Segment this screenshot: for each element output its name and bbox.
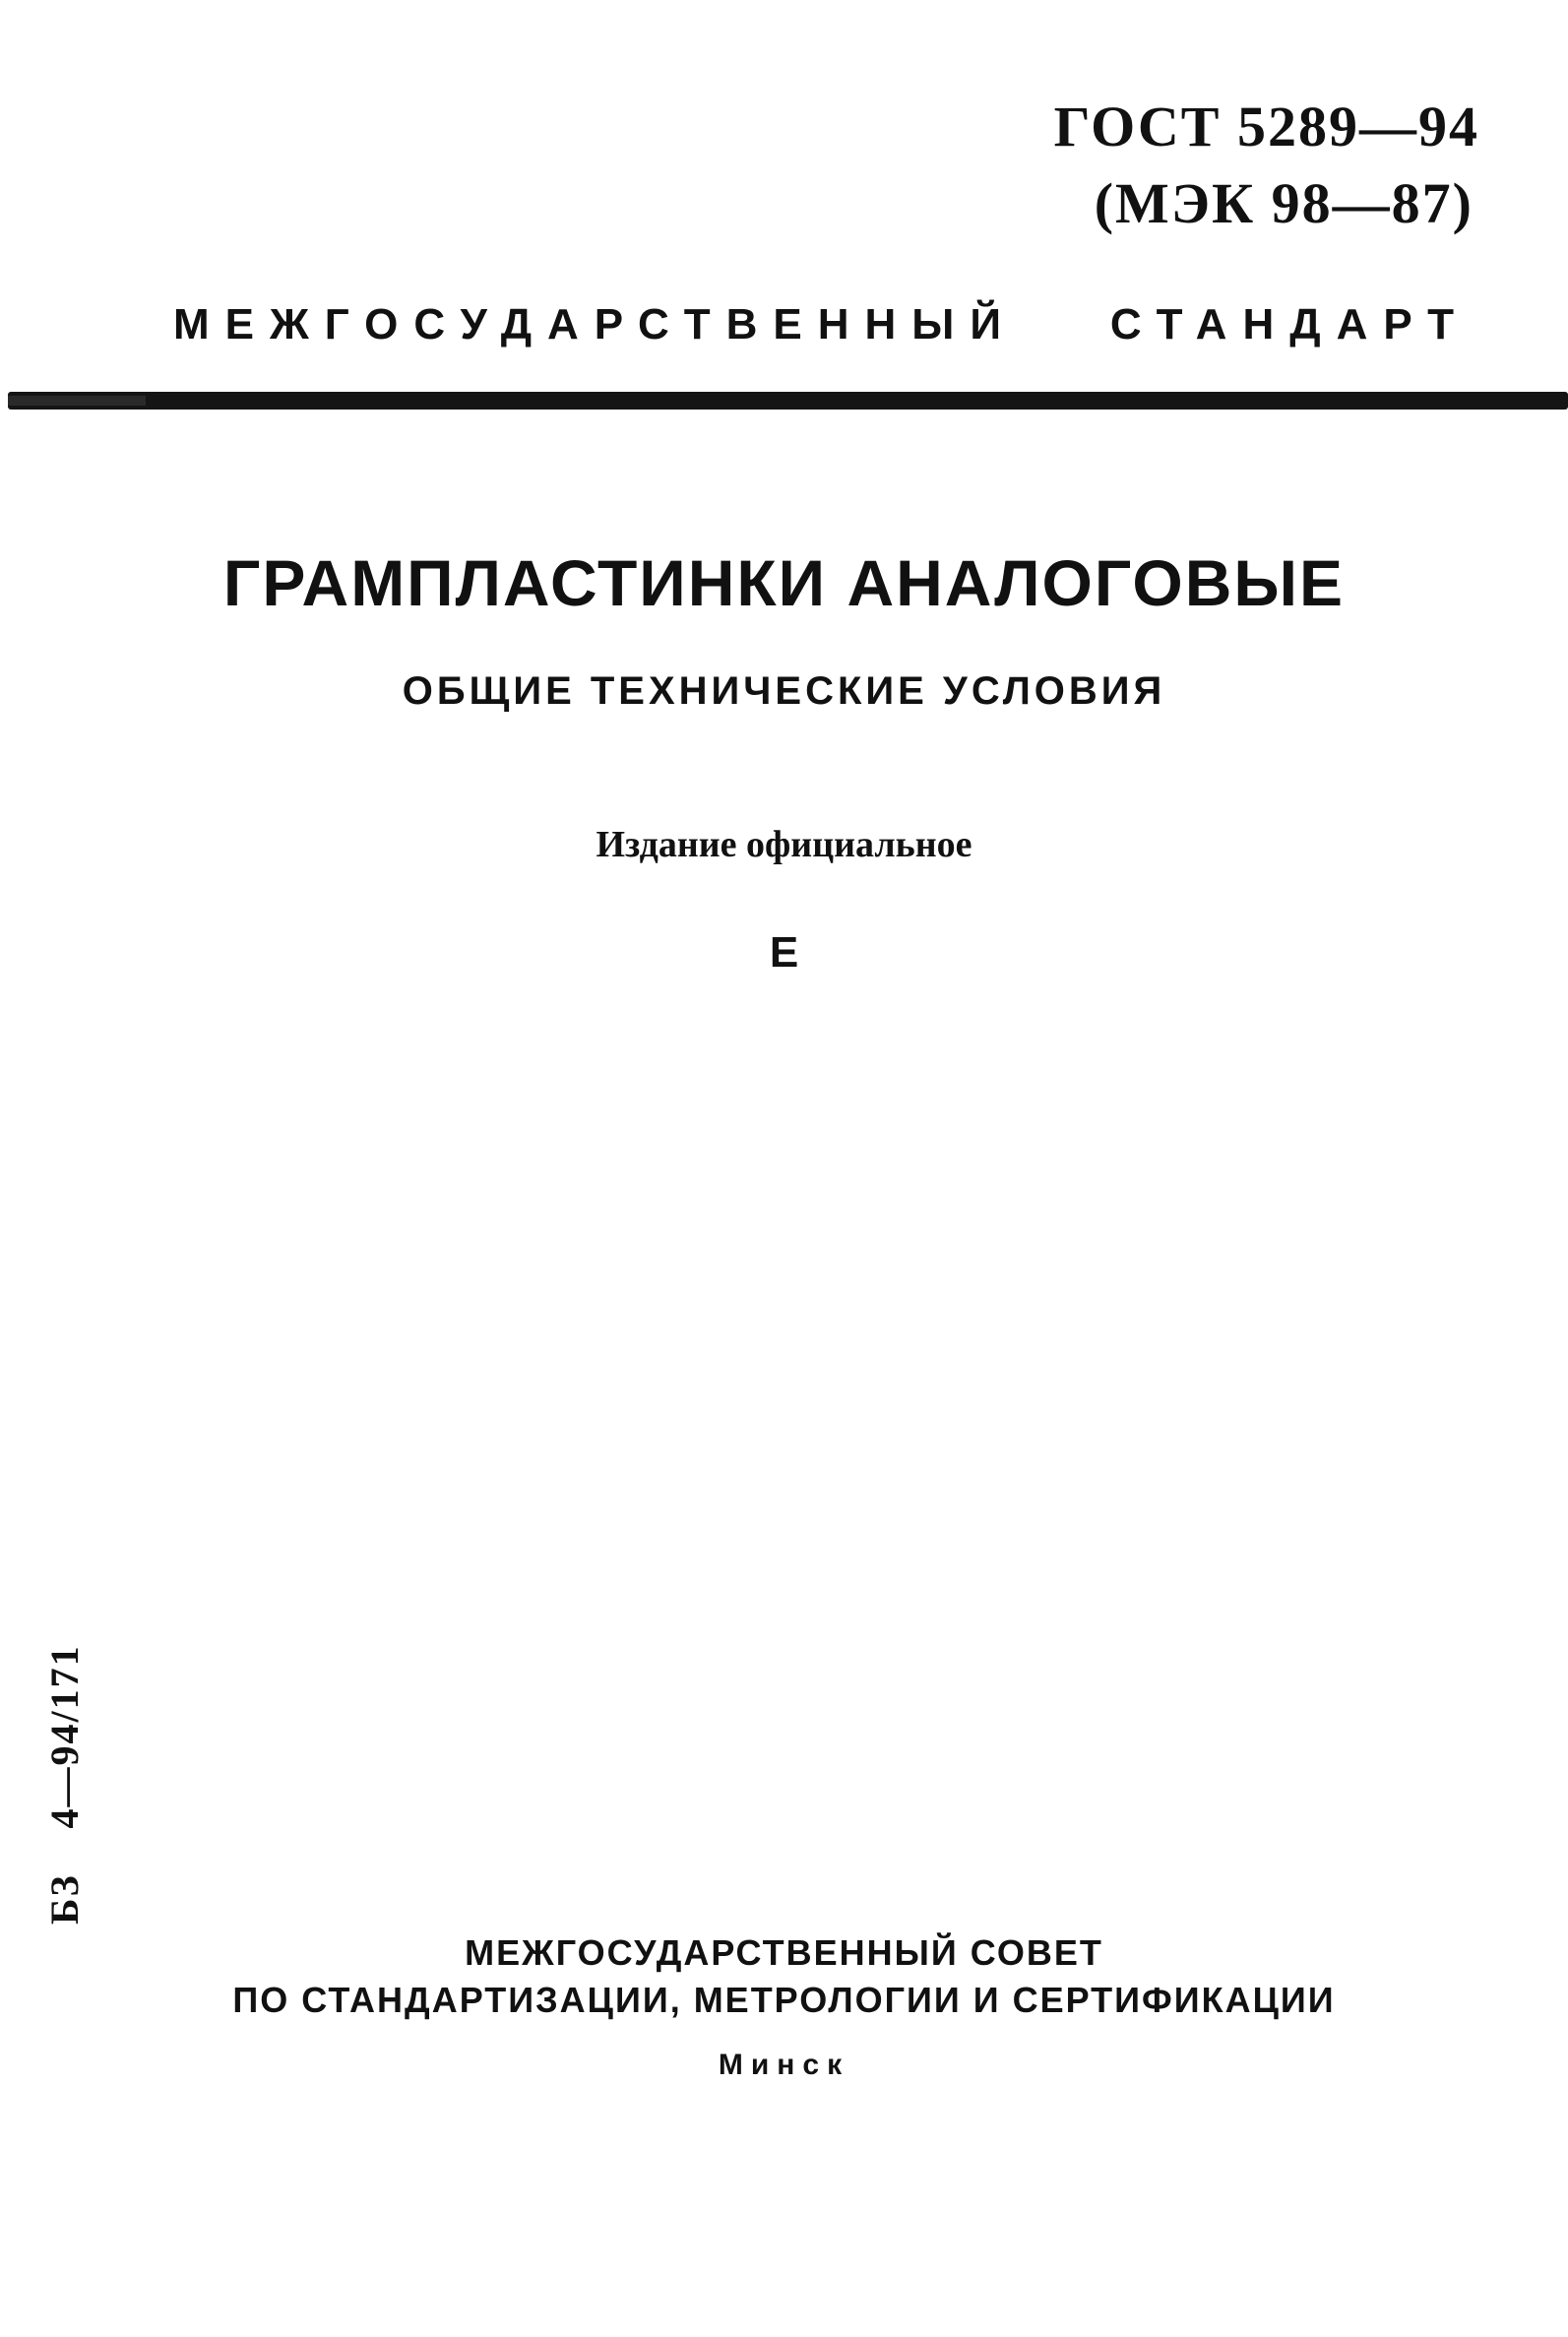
edition-label: Издание официальное — [596, 824, 972, 865]
publisher-line1: МЕЖГОСУДАРСТВЕННЫЙ СОВЕТ — [465, 1932, 1103, 1973]
standard-designation — [1054, 89, 1479, 242]
publisher-line2: ПО СТАНДАРТИЗАЦИИ, МЕТРОЛОГИИ И СЕРТИФИКАЦИИ — [232, 1980, 1336, 2020]
iec-equivalent: (МЭК 98—87) — [1094, 171, 1474, 235]
standard-type-heading — [173, 295, 1470, 354]
edition-mark: Е — [769, 928, 799, 977]
document-title: ГРАМПЛАСТИНКИ АНАЛОГОВЫЕ — [222, 546, 1346, 619]
document-subtitle: ОБЩИЕ ТЕХНИЧЕСКИЕ УСЛОВИЯ — [402, 669, 1166, 713]
header-rule — [8, 392, 1568, 410]
standard-type-word1: МЕЖГОСУДАРСТВЕННЫЙ — [173, 300, 1017, 348]
gost-number: ГОСТ 5289—94 — [1053, 95, 1479, 158]
publisher-city: Минск — [718, 2049, 850, 2081]
publisher-block — [0, 1929, 1568, 2085]
side-code-number: 4—94/171 — [42, 1644, 87, 1829]
side-catalog-code — [37, 1511, 93, 1925]
side-code-prefix: БЗ — [42, 1873, 87, 1925]
standard-type-word2: СТАНДАРТ — [1109, 300, 1470, 348]
